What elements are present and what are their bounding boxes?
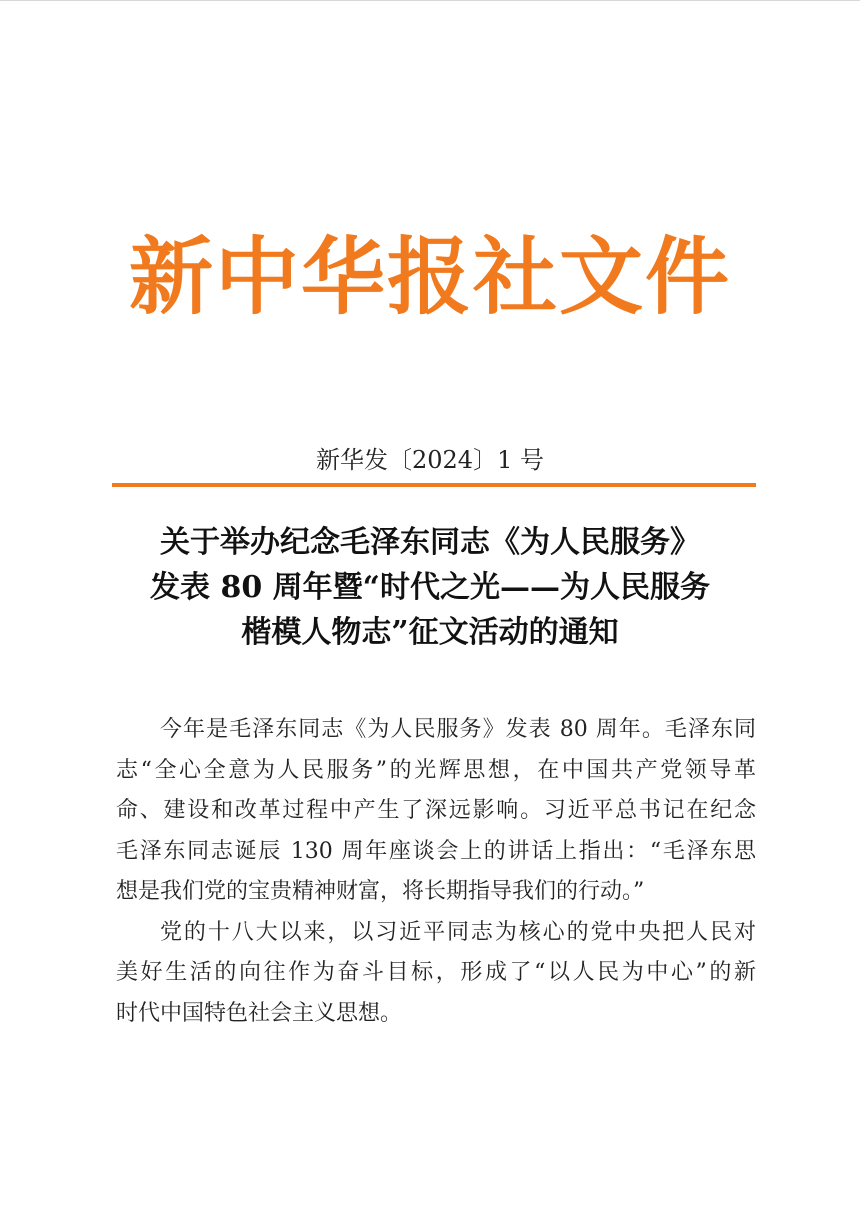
document-number: 新华发〔2024〕1 号	[316, 446, 544, 474]
document-masthead: 新中华报社文件	[128, 227, 731, 326]
body-paragraph	[116, 710, 756, 913]
paragraph-line: 想是我们党的宝贵精神财富，将长期指导我们的行动。”	[116, 879, 645, 904]
paragraph-line: 命、建设和改革过程中产生了深远影响。习近平总书记在纪念	[116, 798, 756, 823]
notice-title-line: 关于举办纪念毛泽东同志《为人民服务》	[160, 525, 700, 560]
notice-body	[116, 710, 756, 1034]
paragraph-line: 今年是毛泽东同志《为人民服务》发表 80 周年。毛泽东同	[160, 717, 756, 742]
paragraph-line: 时代中国特色社会主义思想。	[116, 1000, 403, 1026]
paragraph-line: 毛泽东同志诞辰 130 周年座谈会上的讲话上指出：“毛泽东思	[116, 838, 756, 864]
paragraph-line: 党的十八大以来，以习近平同志为核心的党中央把人民对	[160, 919, 756, 945]
notice-title-line: 楷模人物志”征文活动的通知	[241, 615, 619, 650]
notice-title	[100, 520, 760, 655]
notice-title-line: 发表 80 周年暨“时代之光——为人民服务	[150, 570, 710, 605]
paragraph-line: 美好生活的向往作为奋斗目标，形成了“以人民为中心”的新	[116, 960, 756, 985]
page-top-border	[0, 0, 860, 1]
masthead-divider	[112, 483, 756, 487]
paragraph-line: 志“全心全意为人民服务”的光辉思想，在中国共产党领导革	[116, 757, 756, 783]
body-paragraph	[116, 913, 756, 1035]
